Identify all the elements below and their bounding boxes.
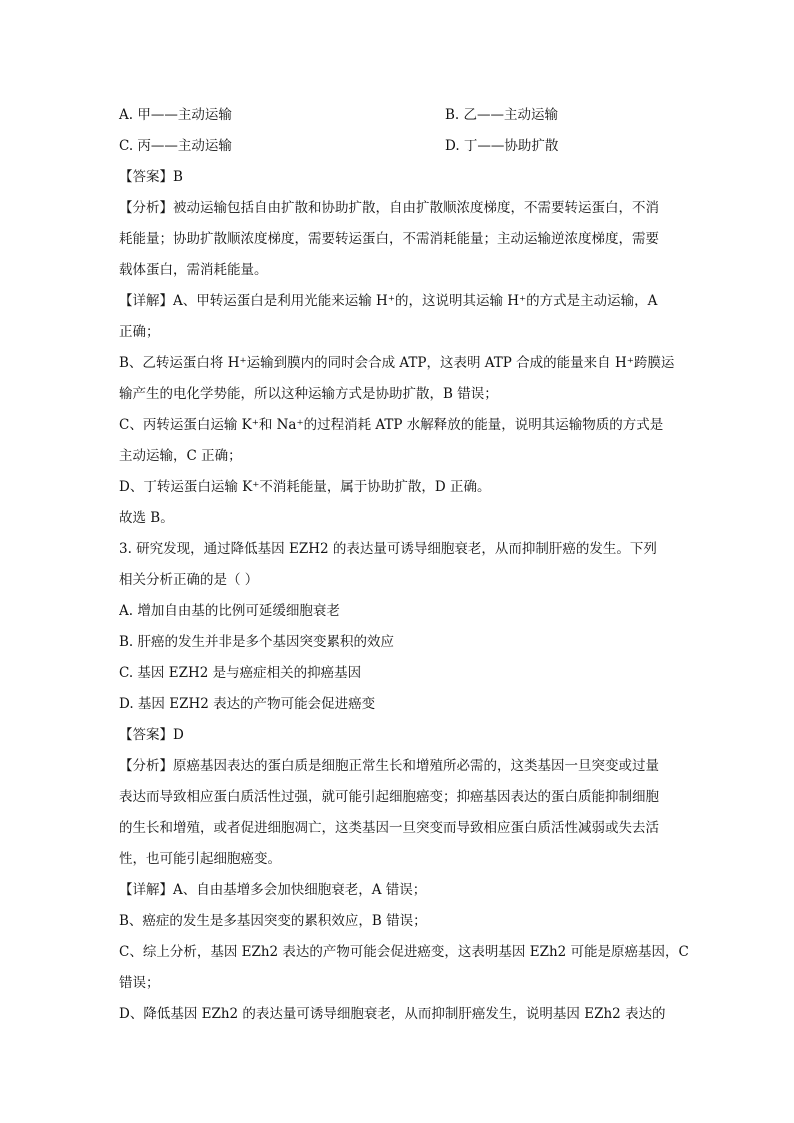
q3-analysis-line: 的生长和增殖，或者促进细胞凋亡，这类基因一旦突变而导致相应蛋白质活性减弱或失去活 (119, 820, 659, 836)
detail-text: A、自由基增多会加快细胞衰老，A 错误； (173, 882, 427, 898)
answer-tag: 【答案】 (119, 727, 173, 743)
option-c: C. 丙——主动运输 (119, 138, 232, 154)
q2-detail-line: 输产生的电化学势能，所以这种运输方式是协助扩散，B 错误； (119, 386, 498, 402)
analysis-tag: 【分析】 (119, 200, 173, 216)
q3-option-d: D. 基因 EZH2 表达的产物可能会促进癌变 (119, 696, 376, 712)
q3-option-c: C. 基因 EZH2 是与癌症相关的抑癌基因 (119, 665, 362, 681)
option-b: B. 乙——主动运输 (445, 107, 559, 123)
q2-analysis-line: 耗能量；协助扩散顺浓度梯度，需要转运蛋白，不需消耗能量；主动运输逆浓度梯度，需要 (119, 231, 659, 247)
q3-detail-line: D、降低基因 EZh2 的表达量可诱导细胞衰老，从而抑制肝癌发生，说明基因 EZh2 表达的 (119, 1006, 666, 1022)
detail-tag: 【详解】 (119, 882, 173, 898)
q3-option-a: A. 增加自由基的比例可延缓细胞衰老 (119, 603, 340, 619)
q3-analysis-line: 性，也可能引起细胞癌变。 (119, 851, 281, 867)
q2-detail-line: 正确； (119, 324, 160, 340)
q2-analysis-line: 载体蛋白，需消耗能量。 (119, 262, 268, 278)
q3-option-b: B. 肝癌的发生并非是多个基因突变累积的效应 (119, 634, 395, 650)
q2-detail-line: C、丙转运蛋白运输 K⁺和 Na⁺的过程消耗 ATP 水解释放的能量，说明其运输物质的方式是 (119, 417, 664, 433)
q2-detail-line (119, 286, 693, 317)
option-d: D. 丁——协助扩散 (445, 138, 559, 154)
q3-answer (119, 720, 693, 751)
q3-analysis-line: 表达而导致相应蛋白质活性过强，就可能引起细胞癌变；抑癌基因表达的蛋白质能抑制细胞 (119, 789, 659, 805)
q2-conclusion: 故选 B。 (119, 510, 174, 526)
answer-tag: 【答案】 (119, 169, 173, 185)
q2-detail-line: 主动运输，C 正确； (119, 448, 242, 464)
option-row-1 (119, 100, 693, 131)
page-content (119, 100, 693, 1030)
detail-tag: 【详解】 (119, 293, 173, 309)
q2-analysis-line (119, 193, 693, 224)
q3-detail-line (119, 875, 693, 906)
answer-value: D (173, 727, 184, 743)
option-a: A. 甲——主动运输 (119, 107, 232, 123)
option-row-2 (119, 131, 693, 162)
analysis-text: 被动运输包括自由扩散和协助扩散，自由扩散顺浓度梯度，不需要转运蛋白，不消 (173, 200, 659, 216)
q3-detail-line: B、癌症的发生是多基因突变的累积效应，B 错误； (119, 913, 427, 929)
q3-stem-line: 3. 研究发现，通过降低基因 EZH2 的表达量可诱导细胞衰老，从而抑制肝癌的发生。下列 (119, 541, 657, 557)
q2-detail-line: B、乙转运蛋白将 H⁺运输到膜内的同时会合成 ATP，这表明 ATP 合成的能量来自 H⁺跨膜运 (119, 355, 675, 371)
q3-stem-line: 相关分析正确的是（ ） (119, 572, 259, 588)
q2-detail-line: D、丁转运蛋白运输 K⁺不消耗能量，属于协助扩散，D 正确。 (119, 479, 491, 495)
q2-answer (119, 162, 693, 193)
detail-text: A、甲转运蛋白是利用光能来运输 H⁺的，这说明其运输 H⁺的方式是主动运输，A (173, 293, 658, 309)
answer-value: B (173, 169, 183, 185)
q3-analysis-line (119, 751, 693, 782)
analysis-text: 原癌基因表达的蛋白质是细胞正常生长和增殖所必需的，这类基因一旦突变或过量 (173, 758, 659, 774)
q3-detail-line: 错误； (119, 975, 160, 991)
analysis-tag: 【分析】 (119, 758, 173, 774)
q3-detail-line: C、综上分析，基因 EZh2 表达的产物可能会促进癌变，这表明基因 EZh2 可能是原癌基因，C (119, 944, 689, 960)
